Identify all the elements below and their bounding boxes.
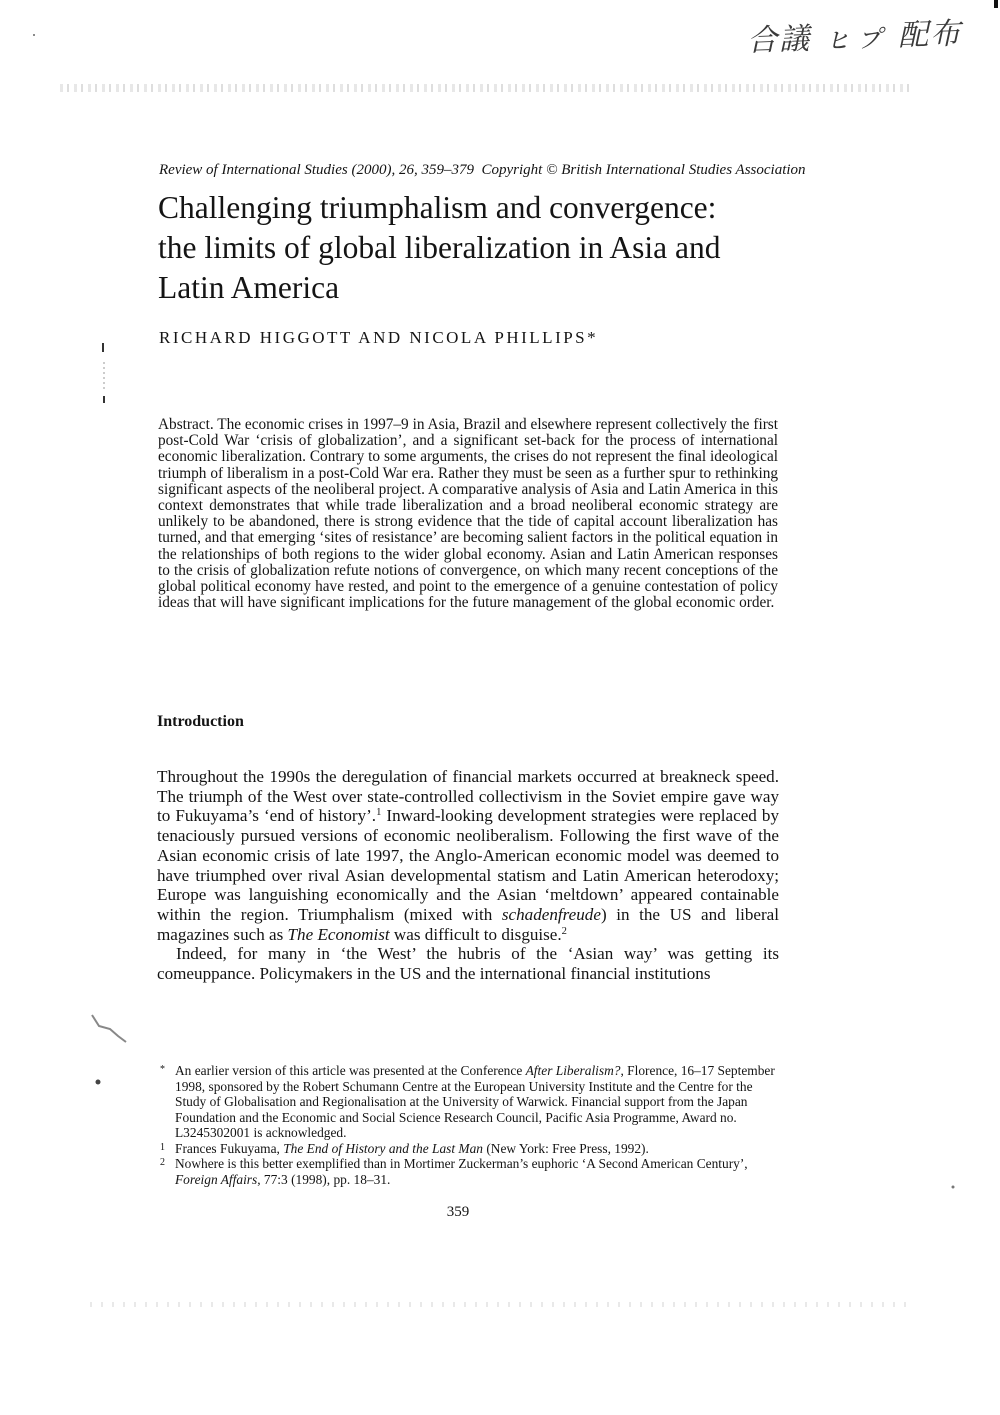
publisher-name: British International Studies Association bbox=[561, 162, 806, 178]
journal-citation-line bbox=[159, 162, 806, 179]
italic-term: schadenfreude bbox=[501, 904, 601, 924]
journal-pages: 359–379 bbox=[421, 162, 474, 178]
top-right-corner-mark bbox=[994, 0, 998, 8]
footnote-mark: 1 bbox=[160, 1141, 165, 1153]
footnote-mark: * bbox=[160, 1064, 165, 1075]
footnote-mark: 2 bbox=[160, 1157, 165, 1168]
italic-term: The Economist bbox=[287, 924, 390, 944]
journal-volume: 26, bbox=[398, 162, 418, 178]
section-heading-introduction: Introduction bbox=[157, 713, 244, 730]
top-left-speck bbox=[33, 34, 35, 36]
title-line: the limits of global liberalization in Asia and bbox=[158, 230, 721, 265]
handwritten-annotation: 合議 ㇶㇷ゚ 配布 bbox=[746, 16, 963, 59]
left-margin-dot bbox=[96, 1080, 101, 1085]
article-title bbox=[158, 188, 858, 308]
footnote-ref-1[interactable]: 1 bbox=[376, 807, 382, 819]
title-line: Challenging triumphalism and convergence: bbox=[158, 190, 717, 225]
footnotes-list bbox=[158, 1063, 778, 1187]
title-line: Latin America bbox=[158, 270, 340, 305]
footnote-2: 2 Nowhere is this better exemplified than in Mortimer Zuckerman’s euphoric ‘A Second American Century’, Foreign Affairs, 77:3 (1998), pp. 18–31. bbox=[160, 1156, 748, 1187]
body-paragraph: Throughout the 1990s the deregulation of financial markets occurred at breakneck speed. The triumph of the West over state-controlled collectivism in the Soviet empire gave way to Fukuyama’s ‘end of history’.$^1$ Inward-looking development strategies were replaced by tenaciously pursued versions of economic neoliberalism. Following the first wave of the Asian economic crisis of late 1997, the Anglo-American economic model was deemed to have triumphed over rival Asian developmental statism and Latin American heterodoxy; Europe was languishing economically and the Asian ‘meltdown’ appeared containable within the region. Triumphalism (mixed with schadenfreude) in the US and liberal magazines such as The Economist was difficult to disguise.$^2$ bbox=[157, 767, 780, 944]
journal-name: Review of International Studies bbox=[159, 162, 348, 178]
copyright-label: Copyright bbox=[481, 162, 543, 178]
right-margin-speck bbox=[952, 1186, 955, 1189]
footnote-ref-2[interactable]: 2 bbox=[561, 925, 567, 937]
footnote-star: * An earlier version of this article was presented at the Conference After Liberalism?, Florence, 16–17 September 1998, sponsored by the Robert Schumann Centre at the European University Institute and the Centre for the Study of Globalisation and Regionalisation at the University of Warwick. Financial support from the Japan Foundation and the Economic and Social Science Research Council, Pacific Asia Programme, Award no. L3245302001 is acknowledged. bbox=[160, 1063, 775, 1140]
body-paragraph: Indeed, for many in ‘the West’ the hubris of the ‘Asian way’ was getting its comeuppance. Policymakers in the US and the international financial institutions bbox=[157, 944, 779, 984]
footnote-1: 1 Frances Fukuyama, The End of History and the Last Man (New York: Free Press, 1992). bbox=[160, 1140, 649, 1156]
article-authors: RICHARD HIGGOTT AND NICOLA PHILLIPS* bbox=[159, 328, 599, 347]
copyright-icon: © bbox=[546, 162, 558, 178]
left-margin-smudge bbox=[92, 1015, 126, 1042]
page-number: 359 bbox=[446, 1204, 470, 1220]
body-text bbox=[157, 767, 779, 984]
journal-year: (2000), bbox=[351, 162, 396, 178]
abstract-paragraph: Abstract. The economic crises in 1997–9 in Asia, Brazil and elsewhere represent collectively the first post-Cold War ‘crisis of globalization’, and a significant set-back for the process of international economic liberalization. Contrary to some arguments, the crises do not represent the final ideological triumph of liberalism in a post-Cold War era. Rather they must be seen as a further spur to rethinking significant aspects of the neoliberal project. A comparative analysis of Asia and Latin America in this context demonstrates that while trade liberalization and a broad neoliberal economic strategy are unlikely to be abandoned, there is strong evidence that the tide of capital account liberalization has turned, and that emerging ‘sites of resistance’ are becoming salient factors in the political equation in the relationships of both regions to the wider global economy. Asian and Latin American responses to the crisis of globalization refute notions of convergence, on which many recent conceptions of the global political economy have rested, and point to the emergence of a genuine contestation of policy ideas that will have significant implications for the future management of the global economic order. bbox=[158, 416, 778, 612]
